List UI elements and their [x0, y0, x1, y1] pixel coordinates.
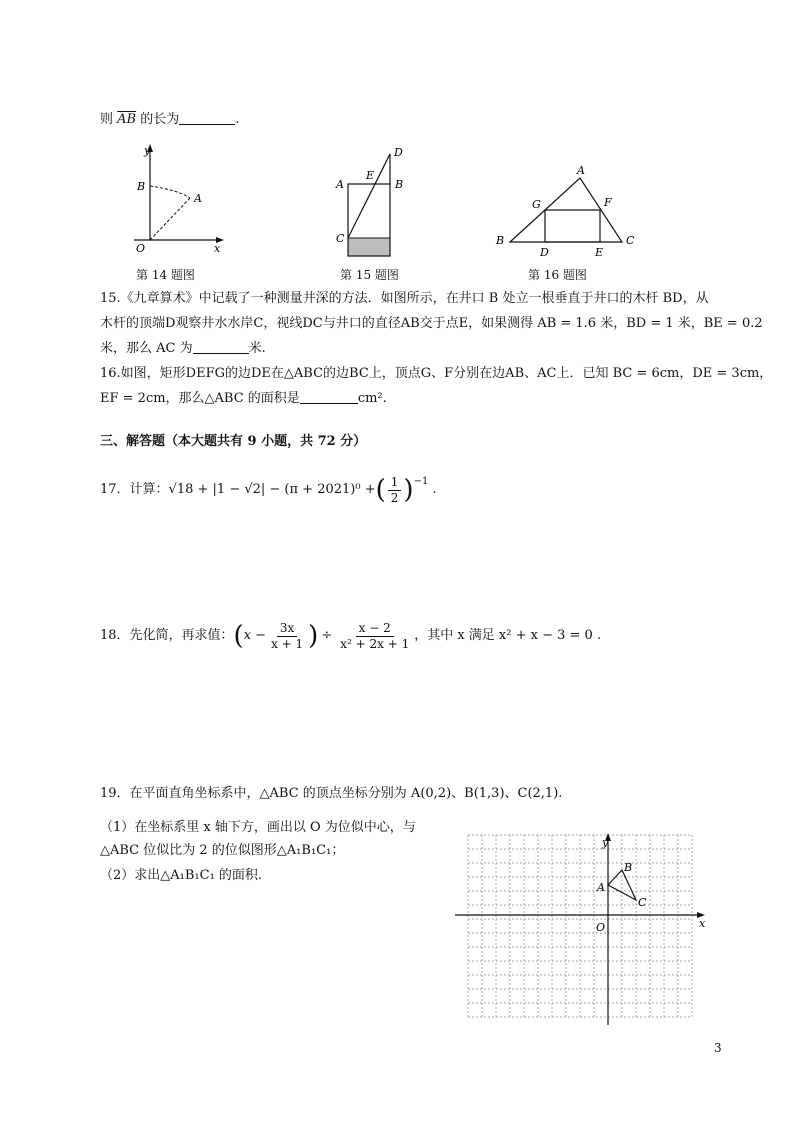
label-C: C [626, 234, 635, 247]
caption-16: 第 16 题图 [528, 268, 587, 282]
figure-16 [490, 158, 640, 263]
arc-ab: $\overline{AB}$ [117, 112, 137, 127]
label-O: O [136, 242, 146, 255]
q14-tail: 则 $\overline{AB}$ 的长为 . [100, 112, 240, 127]
arc-ab-curve [150, 186, 190, 198]
label-O: O [596, 921, 606, 934]
label-B: B [496, 234, 505, 247]
label-A: A [577, 164, 585, 177]
q18-condition: ，其中 x 满足 x² + x − 3 = 0 . [414, 628, 602, 643]
answer-blank-16 [300, 389, 358, 404]
segment-oa [150, 198, 190, 240]
label-x: x [699, 917, 706, 930]
q16-line2: EF = 2cm，那么△ABC 的面积是 cm². [100, 391, 387, 406]
q15-line3: 米，那么 AC 为 米. [100, 341, 266, 356]
sightline-dc [348, 154, 390, 238]
water-shading [348, 238, 390, 256]
q18-fraction-1: $\frac{3x}{x + 1}$ [271, 620, 304, 651]
label-y: y [602, 836, 609, 849]
caption-15: 第 15 题图 [340, 268, 399, 282]
figure-14 [120, 140, 230, 255]
q15-line2: 木杆的顶端D观察井水水岸C，视线DC与井口的直径AB交于点E，如果测得 AB = 1.6 米，BD = 1 米，BE = 0.2 [100, 316, 763, 331]
label-C: C [638, 896, 647, 909]
label-A: A [597, 881, 605, 894]
label-x: x [214, 242, 221, 255]
q17-fraction: $\frac{1}{2}$ [388, 475, 402, 506]
label-E: E [366, 169, 375, 182]
label-E: E [595, 246, 604, 259]
label-F: F [604, 196, 612, 209]
section-3-title: 三、解答题（本大题共有 9 小题，共 72 分） [100, 434, 367, 449]
label-B: B [137, 180, 146, 193]
page-number: 3 [714, 1041, 722, 1055]
answer-blank-14 [179, 110, 235, 125]
label-y: y [144, 144, 151, 157]
q19-sub1b: △ABC 位似比为 2 的位似图形△A₁B₁C₁； [100, 843, 345, 858]
label-A: A [194, 192, 202, 205]
q19-sub2: （2）求出△A₁B₁C₁ 的面积. [100, 868, 263, 883]
label-G: G [532, 198, 541, 211]
q19-sub1a: （1）在坐标系里 x 轴下方，画出以 O 为位似中心，与 [100, 820, 416, 835]
label-B: B [624, 861, 633, 874]
q17-exponent: −1 [413, 476, 429, 487]
caption-14: 第 14 题图 [136, 268, 195, 282]
answer-blank-15 [193, 339, 249, 354]
q19-line1: 19．在平面直角坐标系中，△ABC 的顶点坐标分别为 A(0,2)、B(1,3)、C(2,1). [100, 786, 563, 801]
q17: 17．计算： √18 + |1 − √2| − (π + 2021)⁰ + ( $\frac{1}{2}$ ) $^{-1}$ . [100, 472, 436, 508]
q17-expression: √18 + |1 − √2| − (π + 2021)⁰ + [168, 482, 376, 497]
q16-line1: 16.如图，矩形DEFG的边DE在△ABC的边BC上，顶点G、F分别在边AB、AC上．已知 BC = 6cm，DE = 3cm， [100, 366, 773, 381]
q18-fraction-2: $\frac{x - 2}{\text{x² + 2x + 1}}$ [340, 620, 410, 651]
figure-15 [330, 140, 420, 265]
label-B: B [395, 178, 404, 191]
q18: 18．先化简，再求值： ( x − $\frac{3x}{x + 1}$ ) ÷ $\frac{x - 2}{\text{x² + 2x + 1}}$ ，其中 x 满足 x² + x − 3 = 0 . [100, 620, 602, 651]
label-C: C [336, 232, 345, 245]
q15-line1: 15.《九章算术》中记载了一种测量井深的方法．如图所示，在井口 B 处立一根垂直于井口的木杆 BD，从 [100, 291, 709, 306]
grid-lines [468, 835, 692, 1017]
label-A: A [336, 178, 344, 191]
label-D: D [394, 146, 403, 159]
rectangle-defg [545, 210, 600, 242]
label-D: D [540, 246, 549, 259]
q19-coordinate-grid [455, 830, 715, 1030]
